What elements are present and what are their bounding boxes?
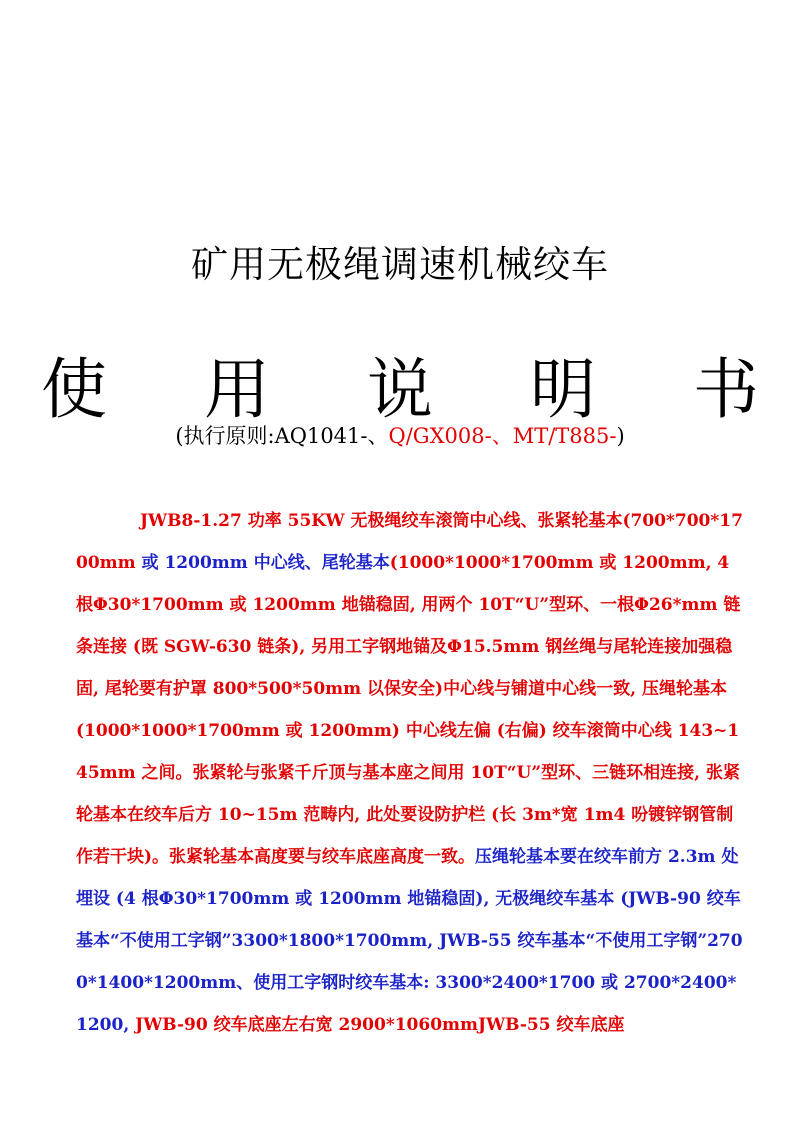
paragraph-segment: 或 1200mm 中心线、尾轮基本	[141, 553, 390, 573]
body-paragraph	[76, 500, 746, 1046]
standard-prefix: (执行原则:AQ1041-、	[175, 424, 389, 448]
paragraph-segment: JWB-90 绞车底座左右宽 2900*1060mmJWB-55 绞车底座	[135, 1015, 625, 1035]
paragraph-segment: (1000*1000*1700mm 或 1200mm, 4 根Φ30*1700mm 或 1200mm 地锚稳固, 用两个 10T“U”型环、一根Φ26*mm 链条连接 (既 SGW-630 链条), 另用工字钢地锚及Φ15.5mm 钢丝绳与尾轮连接加强稳固, 尾轮要有护罩 800*500*50mm 以保安全)中心线与铺道中心线一致, 压绳轮基本 (1000*1000*1700mm 或 1200mm) 中心线左偏 (右偏) 绞车滚筒中心线 143~145mm 之间。张紧轮与张紧千斤顶与基本座之间用 10T“U”型环、三链环相连接, 张紧轮基本在绞车后方 10~15m 范畴内, 此处要设防护栏 (长 3m*宽 1m4 吩镀锌钢管制作若干块)。张紧轮基本高度要与绞车底座高度一致。	[76, 553, 741, 867]
document-title: 使 用 说 明 书	[41, 351, 797, 428]
standard-codes: Q/GX008-、MT/T885-	[388, 424, 617, 448]
document-subtitle: 矿用无极绳调速机械绞车	[191, 243, 609, 286]
standard-suffix: )	[616, 424, 625, 448]
paragraph-segment: JWB8-1.27 功率 55KW 无极绳绞车滚筒中心线、张紧轮基本(700*700*1700mm	[76, 511, 743, 573]
paragraph-segment: 压绳轮基本要在绞车前方 2.3m 处埋设 (4 根Φ30*1700mm 或 1200mm 地锚稳固), 无极绳绞车基本 (JWB-90 绞车基本“不使用工字钢”3300*1800*1700mm, JWB-55 绞车基本“不使用工字钢”2700*1400*1200mm、使用工字钢时绞车基本: 3300*2400*1700 或 2700*2400*1200,	[76, 847, 743, 1035]
standard-reference	[0, 420, 800, 450]
